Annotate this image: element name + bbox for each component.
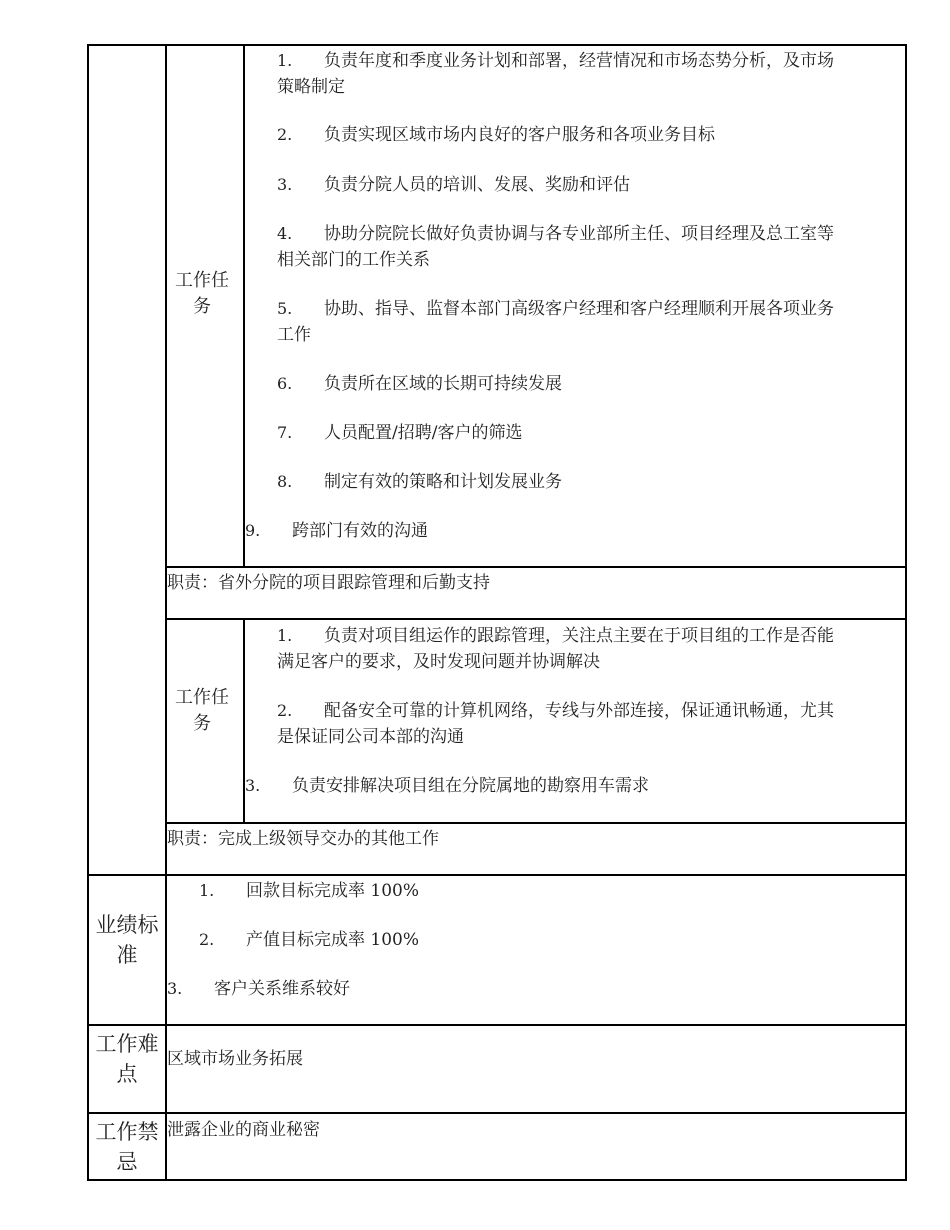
performance-text: 回款目标完成率 100% [246,881,420,901]
table-border-bottom [87,1179,907,1181]
task-number: 3. [277,175,293,194]
task-number: 3. [245,776,261,795]
section2-label: 工作任务 [175,687,229,734]
task-number: 5. [277,299,293,318]
difficulty-label: 工作难点 [95,1032,159,1086]
task-number: 6. [277,374,293,393]
task-text: 负责分院人员的培训、发展、奖励和评估 [324,175,630,195]
task-text: 负责对项目组运作的跟踪管理，关注点主要在于项目组的工作是否能 [324,626,834,646]
task-text: 负责实现区域市场内良好的客户服务和各项业务目标 [324,125,715,145]
performance-number: 1. [199,881,215,900]
performance-text: 客户关系维系较好 [214,979,350,999]
task-text: 协助分院院长做好负责协调与各专业部所主任、项目经理及总工室等 [324,224,834,244]
task-number: 4. [277,224,293,243]
task-text: 人员配置/招聘/客户的筛选 [324,423,523,443]
duty-statement: 职责：省外分院的项目跟踪管理和后勤支持 [167,573,490,593]
row-line-performance-top [87,874,907,876]
table-border-left [87,44,89,1181]
table-border-right [905,44,907,1181]
task-number: 1. [277,51,293,70]
task-text: 负责年度和季度业务计划和部署，经营情况和市场态势分析，及市场 [324,51,834,71]
task-text: 协助、指导、监督本部门高级客户经理和客户经理顺利开展各项业务 [324,299,834,319]
task-number: 8. [277,472,293,491]
task-number: 9. [245,521,261,540]
row-line-difficulty-top [87,1024,907,1026]
task-number: 2. [277,701,293,720]
task-number: 1. [277,626,293,645]
task-text-continued: 满足客户的要求，及时发现问题并协调解决 [277,652,600,672]
task-text-continued: 策略制定 [277,77,345,97]
performance-label: 业绩标准 [95,913,159,967]
row-line-duty2-top [165,566,907,568]
task-text: 负责所在区域的长期可持续发展 [324,374,562,394]
performance-number: 3. [167,979,183,998]
task-text-continued: 相关部门的工作关系 [277,250,430,270]
taboo-label: 工作禁忌 [95,1120,159,1174]
difficulty-text: 区域市场业务拓展 [167,1049,303,1069]
outer-column-divider [165,44,167,1181]
task-text: 跨部门有效的沟通 [292,521,428,541]
task-text-continued: 工作 [277,325,311,345]
row-line-duty3-top [165,822,907,824]
table-border-top [87,44,907,46]
task-text: 配备安全可靠的计算机网络，专线与外部连接，保证通讯畅通，尤其 [324,701,834,721]
performance-text: 产值目标完成率 100% [246,930,420,950]
row-line-duty2-bottom [165,618,907,620]
performance-number: 2. [199,930,215,949]
task-number: 7. [277,423,293,442]
taboo-text: 泄露企业的商业秘密 [167,1120,320,1140]
duty-statement: 职责：完成上级领导交办的其他工作 [167,829,439,849]
section1-label-divider [243,44,245,568]
row-line-taboo-top [87,1112,907,1114]
task-text: 制定有效的策略和计划发展业务 [324,472,562,492]
task-text-continued: 是保证同公司本部的沟通 [277,727,464,747]
task-text: 负责安排解决项目组在分院属地的勘察用车需求 [292,776,649,796]
task-number: 2. [277,125,293,144]
section1-label: 工作任务 [175,270,229,317]
